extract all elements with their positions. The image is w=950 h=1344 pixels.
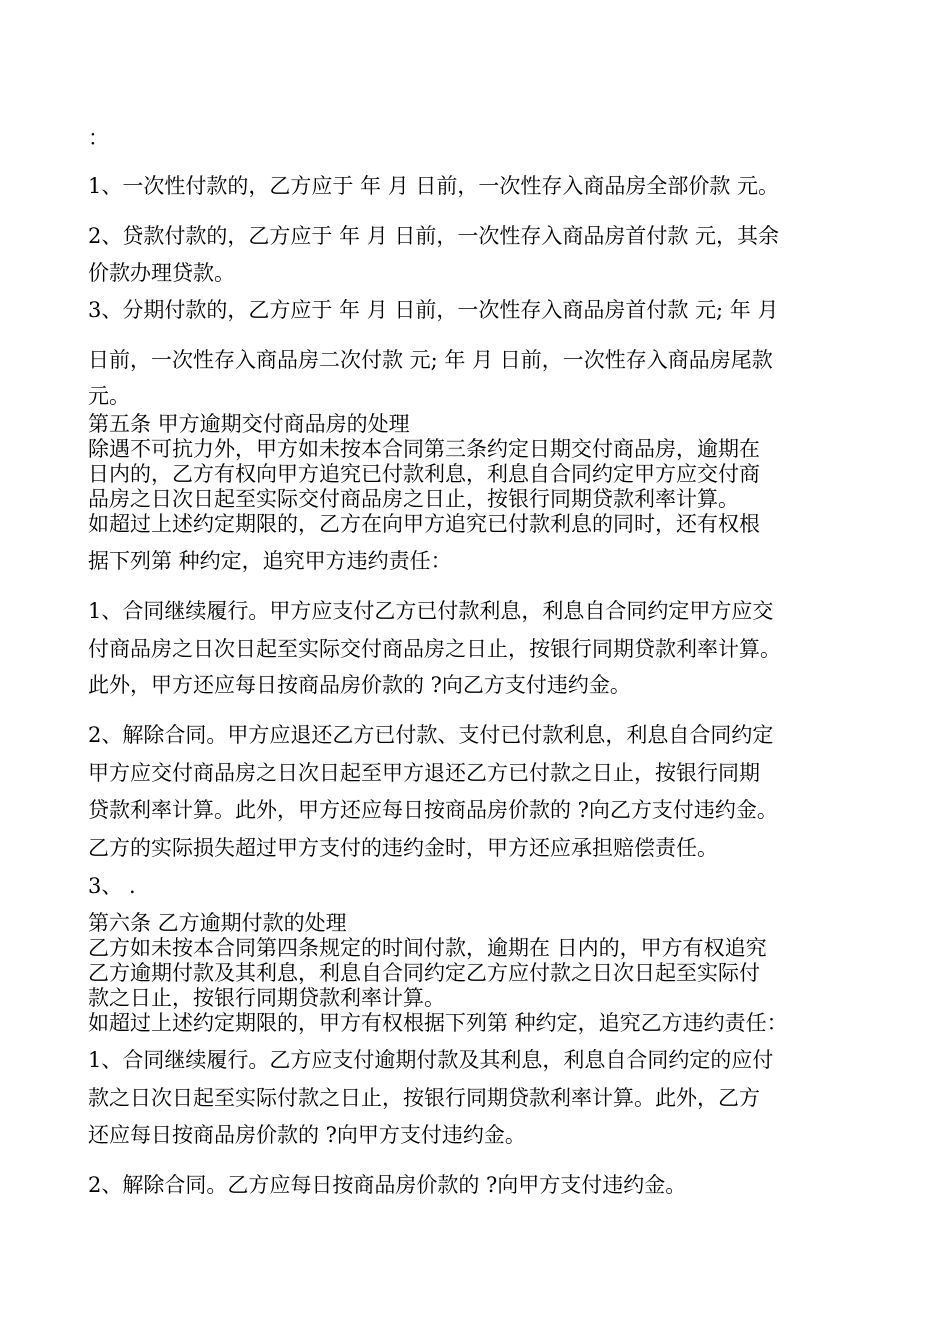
text-line: 日前，一次性存入商品房二次付款 元; 年 月 日前，一次性存入商品房尾款 [88, 348, 773, 372]
text-line: 乙方逾期付款及其利息，利息自合同约定乙方应付款之日次日起至实际付 [88, 961, 760, 985]
text-line: 1、合同继续履行。乙方应支付逾期付款及其利息，利息自合同约定的应付 [88, 1048, 774, 1072]
text-line: 款之日次日起至实际付款之日止，按银行同期贷款利率计算。此外，乙方 [88, 1086, 760, 1110]
text-line: 此外，甲方还应每日按商品房价款的 ?向乙方支付违约金。 [88, 673, 631, 697]
section-heading: 第六条 乙方逾期付款的处理 [88, 911, 347, 935]
text-line: 日内的，乙方有权向甲方追究已付款利息，利息自合同约定甲方应交付商 [88, 462, 760, 486]
text-line: 2、解除合同。甲方应退还乙方已付款、支付已付款利息，利息自合同约定 [88, 723, 774, 747]
text-line: 3、分期付款的，乙方应于 年 月 日前，一次性存入商品房首付款 元; 年 月 [88, 298, 779, 322]
text-line: 除遇不可抗力外，甲方如未按本合同第三条约定日期交付商品房，逾期在 [88, 437, 760, 461]
text-line: 2、解除合同。乙方应每日按商品房价款的 ?向甲方支付违约金。 [88, 1173, 687, 1197]
text-line: ： [88, 126, 109, 150]
text-line: 价款办理贷款。 [88, 261, 235, 285]
text-line: 元。 [88, 384, 130, 408]
text-line: 付商品房之日次日起至实际交付商品房之日止，按银行同期贷款利率计算。 [88, 637, 781, 661]
section-heading: 第五条 甲方逾期交付商品房的处理 [88, 412, 410, 436]
text-line: 还应每日按商品房价款的 ?向甲方支付违约金。 [88, 1123, 526, 1147]
text-line: 甲方应交付商品房之日次日起至甲方退还乙方已付款之日止，按银行同期 [88, 761, 760, 785]
text-line: 1、一次性付款的，乙方应于 年 月 日前，一次性存入商品房全部价款 元。 [88, 174, 780, 198]
text-line: 2、贷款付款的，乙方应于 年 月 日前，一次性存入商品房首付款 元，其余 [88, 224, 780, 248]
text-line: 如超过上述约定期限的，甲方有权根据下列第 种约定，追究乙方违约责任： [88, 1011, 788, 1035]
text-line: 乙方的实际损失超过甲方支付的违约金时，甲方还应承担赔偿责任。 [88, 836, 718, 860]
text-line: 乙方如未按本合同第四条规定的时间付款，逾期在 日内的，甲方有权追究 [88, 936, 767, 960]
text-line: 品房之日次日起至实际交付商品房之日止，按银行同期贷款利率计算。 [88, 487, 739, 511]
text-line: 3、 . [88, 874, 136, 898]
text-line: 据下列第 种约定，追究甲方违约责任： [88, 549, 452, 573]
text-line: 如超过上述约定期限的，乙方在向甲方追究已付款利息的同时，还有权根 [88, 512, 760, 536]
text-line: 贷款利率计算。此外，甲方还应每日按商品房价款的 ?向乙方支付违约金。 [88, 798, 778, 822]
text-line: 款之日止，按银行同期贷款利率计算。 [88, 986, 445, 1010]
text-line: 1、合同继续履行。甲方应支付乙方已付款利息，利息自合同约定甲方应交 [88, 599, 774, 623]
